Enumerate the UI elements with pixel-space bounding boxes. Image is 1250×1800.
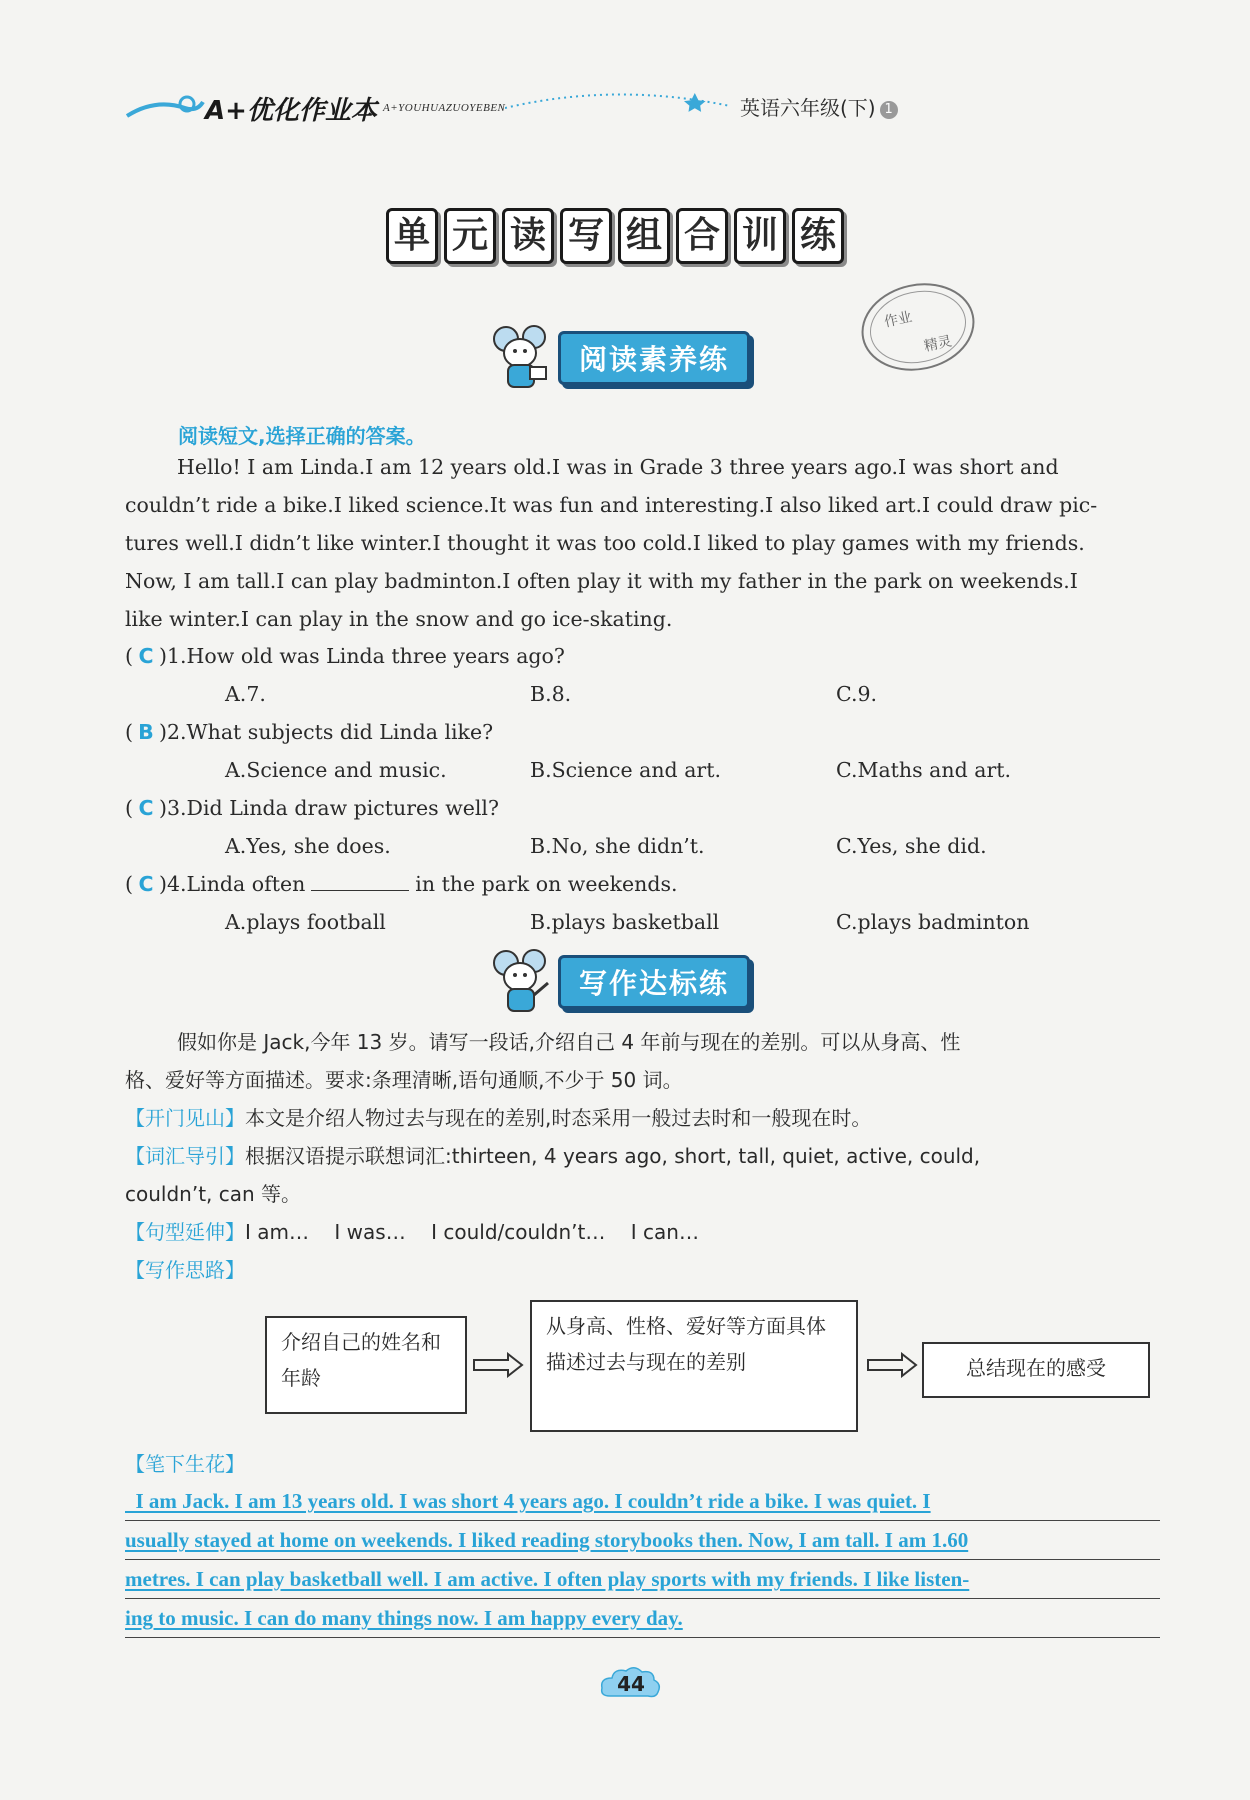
tip-opening bbox=[125, 1100, 1160, 1136]
question-3: ( C )3.Did Linda draw pictures well? bbox=[125, 796, 499, 820]
brand-english: A+YOUHUAZUOYEBEN bbox=[383, 102, 506, 114]
question-1: ( C )1.How old was Linda three years ago? bbox=[125, 644, 565, 668]
essay-line: metres. I can play basketball well. I am active. I often play sports with my friends. I like listen- bbox=[125, 1560, 1160, 1599]
option-1c: C.9. bbox=[836, 682, 878, 706]
essay-line: usually stayed at home on weekends. I liked reading storybooks then. Now, I am tall. I am 1.60 bbox=[125, 1521, 1160, 1560]
brand-swoosh-icon bbox=[125, 88, 205, 124]
title-char: 读 bbox=[502, 208, 554, 264]
essay-line: I am Jack. I am 13 years old. I was short 4 years ago. I couldn’t ride a bike. I was quiet. I bbox=[125, 1482, 1160, 1521]
title-char: 写 bbox=[560, 208, 612, 264]
passage-line: couldn’t ride a bike.I liked science.It was fun and interesting.I also liked art.I could draw pic- bbox=[125, 493, 1098, 517]
page-number-text: 44 bbox=[617, 1672, 645, 1696]
option-2a: A.Science and music. bbox=[225, 758, 447, 782]
question-4-text-before: )4.Linda often bbox=[159, 872, 306, 896]
dotted-divider-icon bbox=[505, 88, 735, 118]
option-1a: A.7. bbox=[225, 682, 266, 706]
option-4b: B.plays basketball bbox=[530, 910, 720, 934]
essay-heading bbox=[125, 1446, 1160, 1482]
option-2c: C.Maths and art. bbox=[836, 758, 1012, 782]
tip-text: I am… I was… I could/couldn’t… I can… bbox=[245, 1220, 699, 1244]
answer-3: C bbox=[138, 796, 154, 820]
tip-tag: 【开门见山】 bbox=[125, 1106, 245, 1130]
reading-instruction: 阅读短文,选择正确的答案。 bbox=[178, 424, 426, 448]
title-char: 单 bbox=[386, 208, 438, 264]
flow-box-1: 介绍自己的姓名和年龄 bbox=[265, 1316, 467, 1414]
passage-line: like winter.I can play in the snow and go ice-skating. bbox=[125, 607, 673, 631]
page-header bbox=[125, 86, 893, 126]
passage-line bbox=[125, 448, 1160, 486]
subject-text: 英语六年级(下) bbox=[740, 96, 876, 120]
reading-banner-label: 阅读素养练 bbox=[558, 331, 750, 385]
flow-box-3: 总结现在的感受 bbox=[922, 1342, 1150, 1398]
tip-sentence bbox=[125, 1214, 1160, 1250]
flow-arrow-icon bbox=[866, 1352, 918, 1378]
page-title bbox=[386, 208, 844, 260]
option-3c: C.Yes, she did. bbox=[836, 834, 987, 858]
mouse-mascot-icon bbox=[490, 947, 552, 1017]
mouse-mascot-icon bbox=[490, 323, 552, 393]
subject-label bbox=[740, 92, 898, 121]
title-char: 练 bbox=[792, 208, 844, 264]
answer-blank bbox=[311, 872, 409, 891]
page-number bbox=[600, 1666, 662, 1702]
question-4-text-after: in the park on weekends. bbox=[415, 872, 678, 896]
question-4: ( C )4.Linda often in the park on weekends. bbox=[125, 872, 678, 896]
tip-vocabulary bbox=[125, 1138, 1160, 1174]
writing-banner bbox=[490, 958, 750, 1006]
answer-2: B bbox=[138, 720, 154, 744]
tip-text: 根据汉语提示联想词汇:thirteen, 4 years ago, short, tall, quiet, active, could, bbox=[245, 1144, 981, 1168]
question-2-text: )2.What subjects did Linda like? bbox=[159, 720, 494, 744]
flow-box-2: 从身高、性格、爱好等方面具体描述过去与现在的差别 bbox=[530, 1300, 858, 1432]
flow-arrow-icon bbox=[472, 1352, 524, 1378]
question-3-text: )3.Did Linda draw pictures well? bbox=[159, 796, 499, 820]
essay-tag: 【笔下生花】 bbox=[125, 1452, 245, 1476]
writing-prompt-line: 格、爱好等方面描述。要求:条理清晰,语句通顺,不少于 50 词。 bbox=[125, 1068, 683, 1092]
unit-badge: 1 bbox=[880, 101, 898, 119]
title-char: 训 bbox=[734, 208, 786, 264]
writing-prompt-line: 假如你是 Jack,今年 13 岁。请写一段话,介绍自己 4 年前与现在的差别。可以从身高、性 bbox=[177, 1030, 961, 1054]
title-char: 组 bbox=[618, 208, 670, 264]
title-char: 元 bbox=[444, 208, 496, 264]
passage-text: Hello! I am Linda.I am 12 years old.I was in Grade 3 three years ago.I was short and bbox=[177, 455, 1059, 479]
reading-banner bbox=[490, 334, 750, 382]
reading-passage bbox=[125, 448, 1160, 638]
title-char: 合 bbox=[676, 208, 728, 264]
essay-line: ing to music. I can do many things now. I am happy every day. bbox=[125, 1599, 1160, 1638]
question-2: ( B )2.What subjects did Linda like? bbox=[125, 720, 494, 744]
tip-tag: 【句型延伸】 bbox=[125, 1220, 245, 1244]
tip-tag: 【写作思路】 bbox=[125, 1258, 245, 1282]
option-1b: B.8. bbox=[530, 682, 572, 706]
question-1-text: )1.How old was Linda three years ago? bbox=[159, 644, 565, 668]
stamp-top-text: 作业 bbox=[882, 309, 914, 331]
option-3b: B.No, she didn’t. bbox=[530, 834, 705, 858]
option-4a: A.plays football bbox=[225, 910, 386, 934]
option-3a: A.Yes, she does. bbox=[225, 834, 391, 858]
answer-1: C bbox=[138, 644, 154, 668]
tip-outline bbox=[125, 1252, 1160, 1288]
tip-vocabulary-cont: couldn’t, can 等。 bbox=[125, 1182, 302, 1206]
passage-line: Now, I am tall.I can play badminton.I often play it with my father in the park on weekends.I bbox=[125, 569, 1078, 593]
sample-essay bbox=[125, 1482, 1160, 1638]
passage-line: tures well.I didn’t like winter.I thought it was too cold.I liked to play games with my friends. bbox=[125, 531, 1085, 555]
tip-text: 本文是介绍人物过去与现在的差别,时态采用一般过去时和一般现在时。 bbox=[245, 1106, 872, 1130]
answer-4: C bbox=[138, 872, 154, 896]
homework-stamp-icon bbox=[850, 269, 987, 386]
option-2b: B.Science and art. bbox=[530, 758, 721, 782]
writing-banner-label: 写作达标练 bbox=[558, 955, 750, 1009]
option-4c: C.plays badminton bbox=[836, 910, 1030, 934]
tip-tag: 【词汇导引】 bbox=[125, 1144, 245, 1168]
stamp-bottom-text: 精灵 bbox=[922, 333, 954, 355]
brand-name: A+优化作业本 bbox=[205, 96, 377, 126]
